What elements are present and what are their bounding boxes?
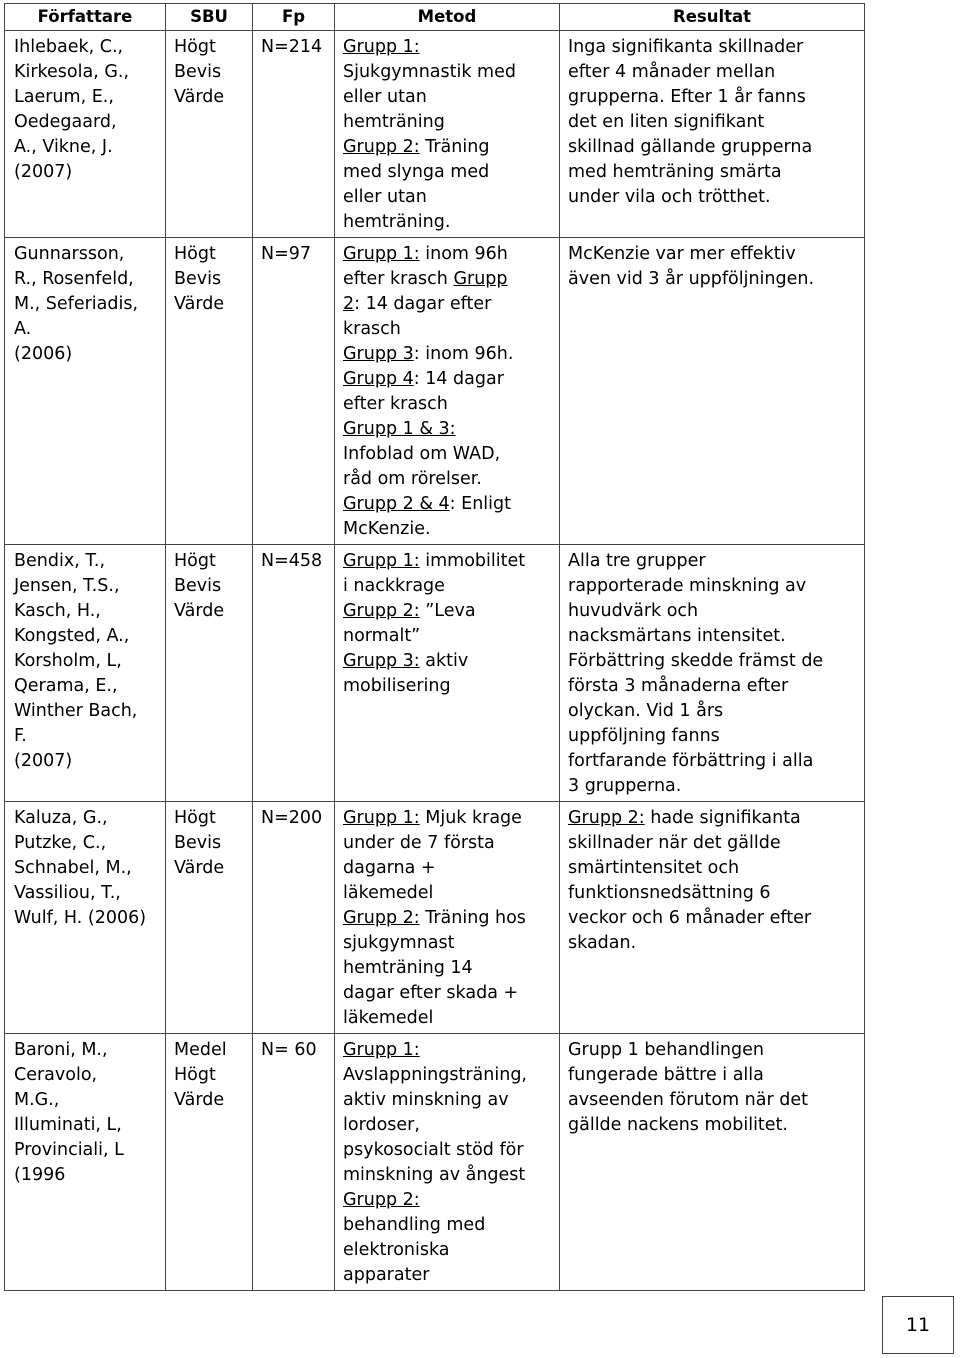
text-segment: krasch: [343, 319, 401, 339]
table-row: [5, 31, 865, 238]
text-segment: även vid 3 år uppföljningen.: [568, 269, 815, 289]
author-cell-line: Bendix, T.,: [14, 551, 106, 571]
text-segment: Avslappningsträning,: [343, 1065, 527, 1085]
text-segment: veckor och 6 månader efter: [568, 908, 812, 928]
group-label: Grupp 2:: [568, 808, 645, 828]
result-cell-line: [568, 881, 856, 906]
text-segment: skillnad gällande grupperna: [568, 137, 813, 157]
author-cell: [5, 802, 166, 1034]
fp-cell: [253, 802, 335, 1034]
result-cell-line: [568, 1063, 856, 1088]
fp-value: N=200: [261, 808, 323, 828]
result-cell-line: [568, 774, 856, 799]
result-cell-line: [568, 1113, 856, 1138]
method-cell-line: [343, 1038, 551, 1063]
header-row: [5, 4, 865, 31]
sbu-cell-line: Bevis: [174, 576, 222, 596]
text-segment: nacksmärtans intensitet.: [568, 626, 786, 646]
author-cell-line: (2007): [14, 751, 73, 771]
text-segment: normalt”: [343, 626, 421, 646]
group-label: 2: [343, 294, 355, 314]
group-label: Grupp 3: [343, 344, 414, 364]
author-cell: [5, 545, 166, 802]
text-segment: sjukgymnast: [343, 933, 455, 953]
sbu-cell-line: Högt: [174, 37, 216, 57]
text-segment: : inom 96h.: [413, 344, 514, 364]
author-cell-line: Kasch, H.,: [14, 601, 101, 621]
result-cell-line: [568, 160, 856, 185]
result-cell-line: [568, 60, 856, 85]
method-cell-line: [343, 1088, 551, 1113]
text-segment: olyckan. Vid 1 års: [568, 701, 724, 721]
method-cell-line: [343, 1213, 551, 1238]
text-segment: Inga signifikanta skillnader: [568, 37, 804, 57]
author-cell-line: Kirkesola, G.,: [14, 62, 130, 82]
sbu-cell-line: Högt: [174, 551, 216, 571]
result-cell-line: [568, 1088, 856, 1113]
text-segment: skadan.: [568, 933, 637, 953]
method-cell-line: [343, 1138, 551, 1163]
fp-cell: [253, 545, 335, 802]
text-segment: uppföljning fanns: [568, 726, 720, 746]
result-cell-line: [568, 724, 856, 749]
text-segment: efter krasch: [343, 269, 454, 289]
method-cell-line: [343, 467, 551, 492]
group-label: Grupp 1:: [343, 551, 420, 571]
method-cell-line: [343, 1238, 551, 1263]
result-cell-line: [568, 856, 856, 881]
text-segment: det en liten signifikant: [568, 112, 765, 132]
group-label: Grupp 1:: [343, 37, 420, 57]
method-cell: [335, 545, 560, 802]
fp-value: N=214: [261, 37, 323, 57]
author-cell-line: Vassiliou, T.,: [14, 883, 121, 903]
text-segment: funktionsnedsättning 6: [568, 883, 771, 903]
group-label: Grupp 3:: [343, 651, 420, 671]
result-cell-line: [568, 242, 856, 267]
author-cell-line: Kongsted, A.,: [14, 626, 130, 646]
author-cell-line: Schnabel, M.,: [14, 858, 132, 878]
text-segment: hemträning 14: [343, 958, 473, 978]
text-segment: fungerade bättre i alla: [568, 1065, 764, 1085]
method-cell: [335, 802, 560, 1034]
method-cell-line: [343, 1163, 551, 1188]
text-segment: rapporterade minskning av: [568, 576, 807, 596]
author-cell-line: A.: [14, 319, 32, 339]
result-cell: [560, 1034, 865, 1291]
text-segment: dagarna +: [343, 858, 436, 878]
text-segment: under de 7 första: [343, 833, 495, 853]
text-segment: Mjuk krage: [419, 808, 522, 828]
group-label: Grupp 1 & 3:: [343, 419, 456, 439]
method-cell-line: [343, 956, 551, 981]
method-cell-line: [343, 342, 551, 367]
method-cell-line: [343, 492, 551, 517]
fp-cell: [253, 31, 335, 238]
header-sbu: SBU: [166, 4, 253, 31]
author-cell-line: Korsholm, L,: [14, 651, 122, 671]
method-cell-line: [343, 85, 551, 110]
sbu-cell: [166, 802, 253, 1034]
method-cell: [335, 31, 560, 238]
text-segment: första 3 månaderna efter: [568, 676, 789, 696]
author-cell-line: Putzke, C.,: [14, 833, 107, 853]
method-cell-line: [343, 392, 551, 417]
result-cell-line: [568, 674, 856, 699]
method-cell-line: [343, 674, 551, 699]
author-cell-line: Ihlebaek, C.,: [14, 37, 124, 57]
method-cell-line: [343, 1263, 551, 1288]
text-segment: minskning av ångest: [343, 1165, 526, 1185]
text-segment: hade signifikanta: [644, 808, 801, 828]
group-label: Grupp 1:: [343, 244, 420, 264]
method-cell-line: [343, 160, 551, 185]
author-cell: [5, 31, 166, 238]
method-cell-line: [343, 242, 551, 267]
text-segment: under vila och trötthet.: [568, 187, 771, 207]
group-label: Grupp 1:: [343, 808, 420, 828]
author-cell-line: R., Rosenfeld,: [14, 269, 134, 289]
sbu-cell-line: Värde: [174, 601, 225, 621]
text-segment: läkemedel: [343, 883, 434, 903]
table-row: [5, 802, 865, 1034]
text-segment: inom 96h: [419, 244, 508, 264]
method-cell-line: [343, 881, 551, 906]
text-segment: McKenzie var mer effektiv: [568, 244, 796, 264]
text-segment: : Enligt: [449, 494, 511, 514]
result-cell-line: [568, 110, 856, 135]
method-cell-line: [343, 1113, 551, 1138]
fp-cell: [253, 1034, 335, 1291]
text-segment: efter 4 månader mellan: [568, 62, 776, 82]
result-cell-line: [568, 267, 856, 292]
fp-cell: [253, 238, 335, 545]
text-segment: ”Leva: [419, 601, 476, 621]
text-segment: aktiv minskning av: [343, 1090, 509, 1110]
result-cell-line: [568, 1038, 856, 1063]
author-cell-line: Baroni, M.,: [14, 1040, 108, 1060]
result-cell-line: [568, 806, 856, 831]
method-cell-line: [343, 806, 551, 831]
author-cell-line: Gunnarsson,: [14, 244, 125, 264]
result-cell-line: [568, 624, 856, 649]
page-number-box: [882, 1296, 954, 1354]
text-segment: lordoser,: [343, 1115, 420, 1135]
table-row: [5, 1034, 865, 1291]
table-row: [5, 238, 865, 545]
method-cell-line: [343, 1063, 551, 1088]
method-cell-line: [343, 210, 551, 235]
author-cell-line: Qerama, E.,: [14, 676, 118, 696]
group-label: Grupp 2:: [343, 1190, 420, 1210]
sbu-cell-line: Högt: [174, 808, 216, 828]
study-table: [4, 3, 865, 1291]
text-segment: dagar efter skada +: [343, 983, 519, 1003]
method-cell-line: [343, 442, 551, 467]
sbu-cell: [166, 1034, 253, 1291]
text-segment: hemträning.: [343, 212, 451, 232]
text-segment: Träning hos: [419, 908, 526, 928]
result-cell-line: [568, 549, 856, 574]
fp-value: N=97: [261, 244, 312, 264]
text-segment: eller utan: [343, 87, 427, 107]
sbu-cell: [166, 31, 253, 238]
text-segment: efter krasch: [343, 394, 448, 414]
author-cell-line: (2006): [14, 344, 73, 364]
author-cell-line: (2007): [14, 162, 73, 182]
group-label: Grupp 2:: [343, 908, 420, 928]
sbu-cell-line: Bevis: [174, 833, 222, 853]
header-result: Resultat: [560, 4, 865, 31]
sbu-cell-line: Värde: [174, 87, 225, 107]
sbu-cell-line: Värde: [174, 294, 225, 314]
text-segment: med hemträning smärta: [568, 162, 782, 182]
text-segment: behandling med: [343, 1215, 486, 1235]
sbu-cell-line: Bevis: [174, 269, 222, 289]
text-segment: huvudvärk och: [568, 601, 699, 621]
method-cell-line: [343, 135, 551, 160]
result-cell-line: [568, 931, 856, 956]
method-cell-line: [343, 1188, 551, 1213]
fp-value: N=458: [261, 551, 323, 571]
method-cell-line: [343, 317, 551, 342]
fp-value: N= 60: [261, 1040, 317, 1060]
author-cell-line: Jensen, T.S.,: [14, 576, 120, 596]
text-segment: psykosocialt stöd för: [343, 1140, 524, 1160]
header-method: Metod: [335, 4, 560, 31]
method-cell: [335, 238, 560, 545]
method-cell-line: [343, 981, 551, 1006]
method-cell-line: [343, 624, 551, 649]
text-segment: smärtintensitet och: [568, 858, 740, 878]
text-segment: immobilitet: [419, 551, 526, 571]
result-cell: [560, 802, 865, 1034]
method-cell-line: [343, 649, 551, 674]
text-segment: apparater: [343, 1265, 430, 1285]
method-cell-line: [343, 856, 551, 881]
result-cell: [560, 238, 865, 545]
author-cell-line: Winther Bach,: [14, 701, 138, 721]
result-cell-line: [568, 185, 856, 210]
method-cell-line: [343, 110, 551, 135]
method-cell-line: [343, 906, 551, 931]
text-segment: McKenzie.: [343, 519, 431, 539]
author-cell-line: Oedegaard,: [14, 112, 117, 132]
text-segment: hemträning: [343, 112, 445, 132]
group-label: Grupp: [453, 269, 508, 289]
sbu-cell-line: Värde: [174, 858, 225, 878]
author-cell-line: Provinciali, L: [14, 1140, 124, 1160]
result-cell-line: [568, 85, 856, 110]
header-fp: Fp: [253, 4, 335, 31]
author-cell-line: A., Vikne, J.: [14, 137, 113, 157]
group-label: Grupp 4: [343, 369, 414, 389]
text-segment: Alla tre grupper: [568, 551, 706, 571]
sbu-cell-line: Värde: [174, 1090, 225, 1110]
method-cell-line: [343, 35, 551, 60]
method-cell-line: [343, 931, 551, 956]
result-cell-line: [568, 831, 856, 856]
text-segment: Grupp 1 behandlingen: [568, 1040, 764, 1060]
method-cell-line: [343, 831, 551, 856]
text-segment: grupperna. Efter 1 år fanns: [568, 87, 806, 107]
page-number: 11: [905, 1314, 931, 1336]
text-segment: Förbättring skedde främst de: [568, 651, 824, 671]
group-label: Grupp 1:: [343, 1040, 420, 1060]
author-cell-line: Illuminati, L,: [14, 1115, 122, 1135]
text-segment: eller utan: [343, 187, 427, 207]
text-segment: avseenden förutom när det: [568, 1090, 808, 1110]
result-cell-line: [568, 699, 856, 724]
method-cell: [335, 1034, 560, 1291]
sbu-cell-line: Högt: [174, 244, 216, 264]
result-cell-line: [568, 574, 856, 599]
result-cell-line: [568, 135, 856, 160]
author-cell-line: (1996: [14, 1165, 66, 1185]
result-cell-line: [568, 749, 856, 774]
result-cell-line: [568, 35, 856, 60]
method-cell-line: [343, 549, 551, 574]
author-cell: [5, 1034, 166, 1291]
text-segment: Sjukgymnastik med: [343, 62, 516, 82]
text-segment: 3 grupperna.: [568, 776, 682, 796]
method-cell-line: [343, 292, 551, 317]
result-cell-line: [568, 649, 856, 674]
text-segment: Infoblad om WAD,: [343, 444, 501, 464]
text-segment: : 14 dagar: [413, 369, 504, 389]
text-segment: skillnader när det gällde: [568, 833, 781, 853]
author-cell-line: F.: [14, 726, 27, 746]
text-segment: : 14 dagar efter: [354, 294, 492, 314]
result-cell-line: [568, 599, 856, 624]
method-cell-line: [343, 1006, 551, 1031]
author-cell-line: M.G.,: [14, 1090, 60, 1110]
author-cell-line: Kaluza, G.,: [14, 808, 108, 828]
group-label: Grupp 2 & 4: [343, 494, 450, 514]
group-label: Grupp 2:: [343, 601, 420, 621]
text-segment: råd om rörelser.: [343, 469, 482, 489]
author-cell-line: Wulf, H. (2006): [14, 908, 147, 928]
text-segment: fortfarande förbättring i alla: [568, 751, 814, 771]
sbu-cell-line: Bevis: [174, 62, 222, 82]
sbu-cell-line: Medel: [174, 1040, 227, 1060]
author-cell-line: M., Seferiadis,: [14, 294, 139, 314]
text-segment: med slynga med: [343, 162, 490, 182]
sbu-cell-line: Högt: [174, 1065, 216, 1085]
method-cell-line: [343, 574, 551, 599]
method-cell-line: [343, 185, 551, 210]
sbu-cell: [166, 545, 253, 802]
author-cell-line: Laerum, E.,: [14, 87, 114, 107]
text-segment: gällde nackens mobilitet.: [568, 1115, 788, 1135]
table-body: [5, 31, 865, 1291]
text-segment: elektroniska: [343, 1240, 450, 1260]
method-cell-line: [343, 417, 551, 442]
method-cell-line: [343, 599, 551, 624]
text-segment: mobilisering: [343, 676, 451, 696]
result-cell: [560, 545, 865, 802]
author-cell-line: Ceravolo,: [14, 1065, 98, 1085]
method-cell-line: [343, 517, 551, 542]
text-segment: i nackkrage: [343, 576, 445, 596]
header-author: Författare: [5, 4, 166, 31]
method-cell-line: [343, 267, 551, 292]
result-cell-line: [568, 906, 856, 931]
table-row: [5, 545, 865, 802]
method-cell-line: [343, 367, 551, 392]
method-cell-line: [343, 60, 551, 85]
text-segment: aktiv: [419, 651, 469, 671]
group-label: Grupp 2:: [343, 137, 420, 157]
text-segment: läkemedel: [343, 1008, 434, 1028]
result-cell: [560, 31, 865, 238]
text-segment: Träning: [419, 137, 490, 157]
author-cell: [5, 238, 166, 545]
sbu-cell: [166, 238, 253, 545]
